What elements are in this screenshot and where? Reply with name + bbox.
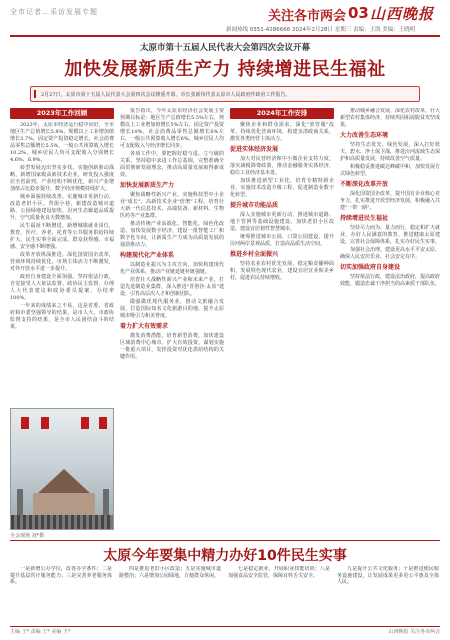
section-subheading: 大力改善生态环境: [340, 132, 389, 139]
section-subheading: 提升城市功能品质: [230, 202, 279, 209]
section-bar-review: 2023年工作回顾: [10, 108, 114, 119]
article-paragraph: 坚持依法行政，建设法治政府，提高政府效能，锻造忠诚干净担当的高素质干部队伍。: [340, 274, 440, 287]
article-paragraph: 民生福祉不断增进。新增城镇就业岗位，教育、医疗、养老、托育等公共服务供给持续扩大，民生实事全面完成，群众获得感、幸福感、安全感不断增强。: [10, 223, 114, 250]
footer-right: 山西晚报 关注各市两会: [388, 629, 440, 635]
bottom-article: [10, 566, 440, 624]
building-roof: [29, 469, 99, 495]
section-subheading: 构建现代化产业体系: [120, 252, 175, 259]
masthead: [10, 4, 440, 34]
article-paragraph: 加强社会治理，建设更高水平平安太原，确保人民安居乐业、社会安定有序。: [340, 247, 440, 260]
article-paragraph: 各项工作中，要把握好稳与进、立与破的关系，坚持稳中求进工作总基调，完整准确全面贯彻新发展理念，推动高质量发展取得新成效。: [120, 151, 224, 178]
masthead-left-text: 全市记者…采访发展专题: [10, 8, 98, 16]
masthead-info: 新闻热线 0351-4286666 2024年2月28日 星期三 责编：王凯 美编：王晓明: [226, 27, 416, 33]
footer: [10, 628, 440, 638]
article-paragraph: 积极稳妥推进碳达峰碳中和，加快发展方式绿色转型。: [340, 164, 440, 177]
article-paragraph: 转型发展迈出坚实步伐。实施创新驱动战略，新增国家级高新技术企业，研发投入强度居全省前列。产业结构不断优化，新兴产业增加值占比稳步提升，数字经济规模持续扩大。: [10, 165, 114, 192]
article-paragraph: 做强做优现代服务业，推动文旅融合发展，打造国际知名文化旅游目的地，提升太原城市吸引力和美誉度。: [120, 299, 224, 319]
article-paragraph: 政府自身建设全面加强。坚持依法行政，自觉接受人大依法监督、政协民主监督，办理人大代表建议和政协委员提案，办结率100%。: [10, 274, 114, 301]
article-paragraph: 激发消费潜能，培育新型消费，加快建设区域消费中心城市。扩大有效投资，谋划实施一批重大项目，发挥投资对优化供给结构的关键作用。: [120, 333, 224, 360]
meeting-photo: [10, 408, 114, 530]
column-3-text: [230, 122, 334, 282]
section-subheading: 不断深化改革开放: [340, 181, 389, 188]
column-3: [230, 108, 334, 538]
subheadline: 太原市第十五届人民代表大会第四次会议开幕: [139, 43, 310, 53]
footer-left: 主编 王* 责编 王* 美编 王*: [10, 629, 71, 635]
column-4: [340, 108, 440, 538]
bottom-column: 七是稳定就业，开展职业技能培训；八是加强食品安全监管，保障百姓舌尖安全。: [228, 566, 330, 579]
article-paragraph: 聚焦战略性新兴产业，实施科技型中小企业"成长"、高新技术企业"倍增"工程，培育壮大新一代信息技术、高端装备、新材料、生物医药等产业集群。: [120, 192, 224, 219]
article-paragraph: 城乡面貌持续改善。实施城市更新行动，改造老旧小区、背街小巷，新建改造城市道路，公园绿地建设加快，汾河生态廊道品质提升，空气质量优良天数增加。: [10, 194, 114, 221]
article-paragraph: 坚持尽力而为、量力而行，稳定和扩大就业，办好人民满意的教育，推进健康太原建设，完善社会保障体系，扎实办好民生实事。: [340, 225, 440, 245]
section-divider: [10, 540, 440, 541]
column-2-text: [120, 108, 224, 361]
article-paragraph: 聚焦企业和群众需求，深化"放管服"改革，持续优化营商环境，构建亲清政商关系，激发各类经营主体活力。: [230, 122, 334, 142]
photo-caption: 全会现场 刘*摄: [10, 533, 45, 539]
article-paragraph: 深入实施城市更新行动，推进城市道路、地下管网等基础设施建设，加快老旧小区改造，建设宜居韧性智慧城市。: [230, 212, 334, 232]
bottom-column: 四是推进老旧小区改造；五是实施城市道路整治；六是增加公园绿地，方便群众休闲。: [119, 566, 221, 579]
article-paragraph: 深化国资国企改革，提升国有企业核心竞争力，扎实推进开放型经济发展，积极融入共建"一带一路"。: [340, 191, 440, 211]
section-subheading: 促进实体经济发展: [230, 146, 279, 153]
masthead-rule: [10, 35, 440, 37]
section-title: 关注各市两会: [268, 9, 347, 24]
page-number: 03: [348, 4, 369, 22]
flag-shape: [99, 417, 107, 429]
article-columns: [10, 108, 440, 538]
article-paragraph: 培育壮大战略性新兴产业和未来产业，打造先进制造业集群，深入推进"晋创谷·太原"建设，引育高层次人才和创新团队。: [120, 277, 224, 297]
article-paragraph: 2023年，太原市经济运行稳中向好，全市地区生产总值增长5.8%，规模以上工业增加值增长3.7%，固定资产投资稳定增长，社会消费品零售总额增长5.5%，一般公共预算收入增长10.2%，城乡居民人均可支配收入分别增长4.6%、6.9%。: [10, 122, 114, 163]
section-subheading: 着力扩大有效需求: [120, 323, 169, 330]
column-4-text: [340, 108, 440, 288]
flag-shape: [41, 417, 49, 429]
section-subheading: 切实加强政府自身建设: [340, 264, 401, 271]
flag-shape: [21, 417, 29, 429]
article-paragraph: 加快推进新型工业化，培育专精特新企业，实施技术改造升级工程，促进制造业数字化转型。: [230, 178, 334, 198]
article-paragraph: 以制造业振兴为主攻方向，加快构建现代化产业体系，推动产业链延链补链强链。: [120, 262, 224, 275]
second-headline: 太原今年要集中精力办好10件民生实事: [103, 548, 347, 564]
article-paragraph: 坚持农业农村优先发展，稳定粮食播种面积，发展特色现代农业，建设宜居宜业和美乡村，促进农民持续增收。: [230, 261, 334, 281]
section-subheading: 持续增进民生福祉: [340, 215, 389, 222]
section-subheading: 加快发展新质生产力: [120, 182, 175, 189]
lead-box: 2月27日，太原市第十五届人民代表大会第四次会议隆重开幕，市长张新伟代表太原市人民政府作政府工作报告。: [30, 86, 420, 102]
article-paragraph: 改革开放纵深推进。深化国资国企改革，营商环境持续优化，市场主体活力不断激发，对外开放水平进一步提升。: [10, 252, 114, 272]
paper-logo: 山西晚报: [370, 5, 435, 23]
section-subheading: 推进乡村全面振兴: [230, 251, 279, 258]
article-paragraph: 统筹推进城市公园、口袋公园建设，提升汾河两岸景观品质，打造高品质生活空间。: [230, 234, 334, 247]
column-2: [120, 108, 224, 538]
article-paragraph: 推动传统产业高端化、智能化、绿色化改造，加快发展数字经济，建设一批智能工厂和数字化车间，让新质生产力成为高质量发展的强劲推动力。: [120, 221, 224, 248]
article-paragraph: 推动城乡融合发展，深化农村改革，壮大新型农村集体经济，持续巩固拓展脱贫攻坚成果。: [340, 108, 440, 128]
article-paragraph: 一年来的成绩来之不易，这是省委、省政府和市委坚强领导的结果，是市人大、市政协监督支持的结果，是全市人民团结奋斗的结果。: [10, 303, 114, 330]
flag-shape: [81, 417, 89, 429]
article-paragraph: 坚持生态优先、绿色发展，深入打好蓝天、碧水、净土保卫战，推进汾河流域生态保护和高质量发展，持续改善空气质量。: [340, 142, 440, 162]
article-paragraph: 加大对民营经济和中小微企业支持力度，落实减税降费政策，推动金融服务实体经济，稳住工业经济基本盘。: [230, 156, 334, 176]
section-bar-plan: 2024年工作安排: [230, 108, 334, 119]
headline: 加快发展新质生产力 持续增进民生福祉: [64, 59, 386, 80]
footer-rule: [10, 626, 440, 627]
article-paragraph: 报告指出，今年太原市经济社会发展主要预期目标是：地区生产总值增长5.5%左右，规模以上工业增加值增长5%左右，固定资产投资增长10%，社会消费品零售总额增长6%左右，一般公共预算收入增长6%，城乡居民人均可支配收入与经济增长同步。: [120, 108, 224, 149]
crowd: [11, 515, 114, 529]
bottom-column: 一是新增公办学位，改善办学条件；二是提升基层医疗服务能力；三是完善养老服务体系。: [10, 566, 112, 586]
bottom-column: 九是提升公共文化服务；十是推进便民服务设施建设，让发展成果更多更公平惠及全体人民。: [337, 566, 439, 586]
column-1-text: [10, 122, 114, 332]
